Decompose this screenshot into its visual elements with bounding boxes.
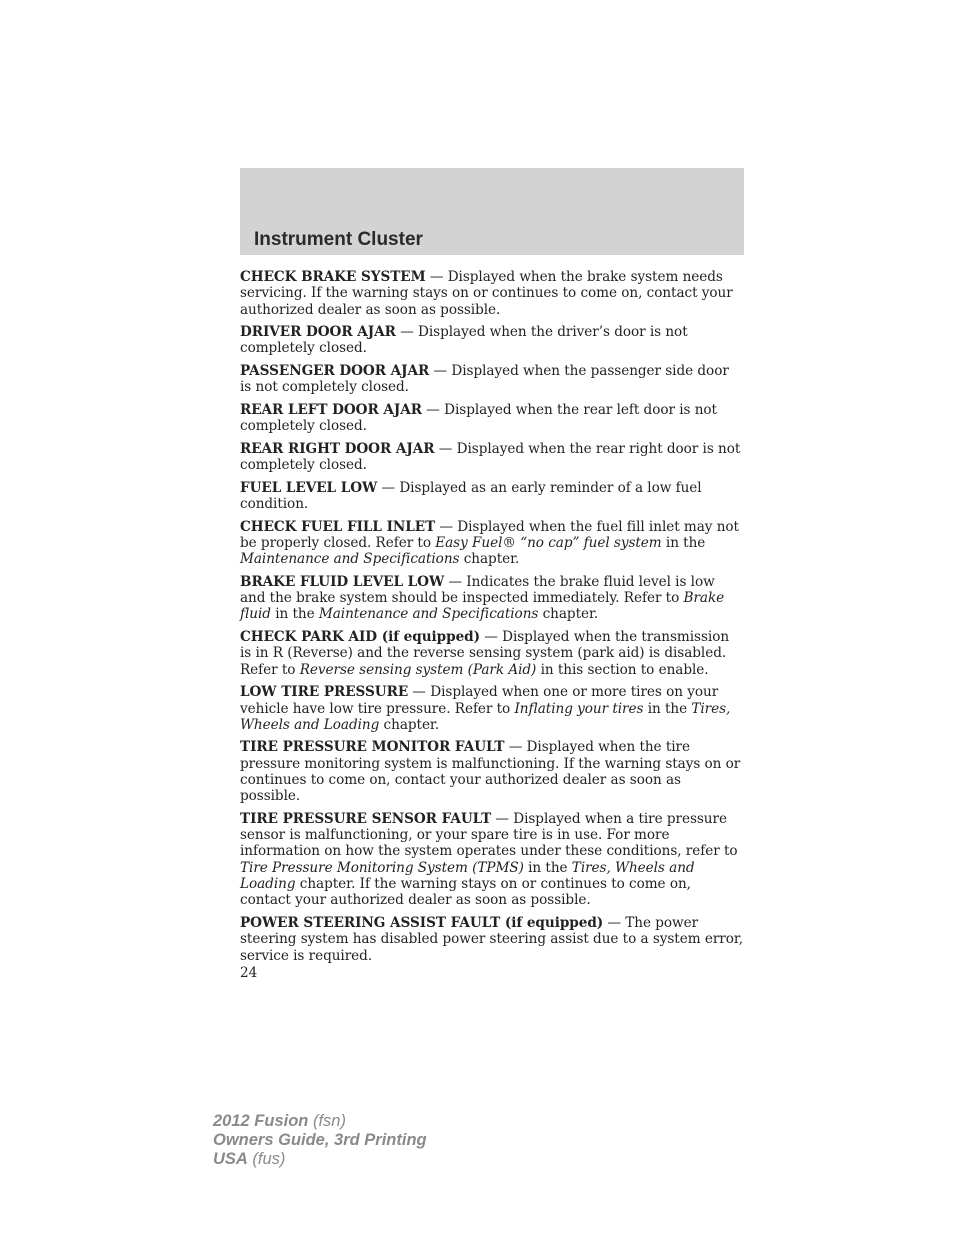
- cross-reference: Tires, Wheels and Loading: [240, 700, 731, 733]
- footer-line-model: [213, 1112, 427, 1131]
- entry-term: CHECK BRAKE SYSTEM: [240, 269, 426, 285]
- entry-description: — Displayed when the fuel fill inlet may not be properly closed. Refer to: [240, 518, 739, 551]
- entry-description: chapter.: [379, 716, 440, 733]
- entry-description: — Displayed when the rear right door is not completely closed.: [240, 440, 741, 474]
- cross-reference: Reverse sensing system (Park Aid): [299, 661, 537, 678]
- entry-term: TIRE PRESSURE MONITOR FAULT: [240, 739, 505, 756]
- footer-line-guide: [213, 1131, 427, 1150]
- entry-term: POWER STEERING ASSIST FAULT (if equipped): [240, 914, 604, 931]
- entry-term: CHECK FUEL FILL INLET: [240, 518, 436, 535]
- entry-description: in this section to enable.: [536, 661, 709, 678]
- entry-rear-left-door-ajar: [240, 402, 744, 435]
- entry-driver-door-ajar: [240, 324, 744, 357]
- entry-description: — Displayed when the driver’s door is not completely closed.: [240, 324, 688, 357]
- entry-description: — Displayed when the brake system needs servicing. If the warning stays on or continues to come on, contact your authorized dealer as soon as possible.: [240, 269, 733, 318]
- entry-term: LOW TIRE PRESSURE: [240, 684, 409, 701]
- cross-reference: Inflating your tires: [514, 700, 644, 717]
- entry-term: BRAKE FLUID LEVEL LOW: [240, 573, 445, 590]
- cross-reference: Brake fluid: [240, 590, 725, 623]
- entry-rear-right-door-ajar: [240, 441, 744, 474]
- footer-region-code: (fus): [247, 1150, 286, 1168]
- footer-region: USA: [213, 1150, 248, 1168]
- entry-term: FUEL LEVEL LOW: [240, 479, 378, 496]
- entry-description: — Displayed when the tire pressure monitoring system is malfunctioning. If the warning stays on or continues to come on, contact your authorized dealer as soon as possible.: [240, 739, 741, 805]
- entry-description: — Displayed as an early reminder of a low fuel condition.: [240, 479, 702, 513]
- entry-description: in the: [661, 534, 706, 551]
- cross-reference: Tire Pressure Monitoring System (TPMS): [240, 859, 524, 876]
- entry-description: chapter.: [459, 551, 520, 568]
- cross-reference: Maintenance and Specifications: [318, 606, 539, 623]
- entry-description: — Indicates the brake fluid level is low and the brake system should be inspected immediately. Refer to: [240, 573, 715, 607]
- entry-term: CHECK PARK AID (if equipped): [240, 629, 481, 646]
- footer-imprint: [213, 1112, 427, 1169]
- entry-power-steering-assist-fault: [240, 915, 744, 964]
- page-number: 24: [240, 965, 258, 982]
- entry-passenger-door-ajar: [240, 363, 744, 396]
- entry-term: TIRE PRESSURE SENSOR FAULT: [240, 810, 492, 827]
- entry-term: PASSENGER DOOR AJAR: [240, 363, 430, 380]
- footer-line-region: [213, 1150, 427, 1169]
- section-header-band: [240, 168, 744, 255]
- entry-description: — Displayed when the passenger side door is not completely closed.: [240, 363, 729, 396]
- entry-description: in the: [523, 859, 572, 876]
- entry-description: in the: [643, 700, 692, 717]
- entry-brake-fluid-level-low: [240, 574, 744, 623]
- footer-guide: Owners Guide, 3rd Printing: [213, 1131, 427, 1149]
- entry-description: — The power steering system has disabled power steering assist due to a system error, service is required.: [240, 914, 744, 964]
- entry-low-tire-pressure: [240, 684, 744, 733]
- entry-check-fuel-fill-inlet: [240, 519, 744, 568]
- entry-term: DRIVER DOOR AJAR: [240, 324, 396, 341]
- entry-description: chapter.: [538, 606, 599, 623]
- entry-term: REAR RIGHT DOOR AJAR: [240, 440, 435, 457]
- entry-check-brake-system: [240, 269, 744, 318]
- entry-term: REAR LEFT DOOR AJAR: [240, 401, 423, 418]
- section-title: Instrument Cluster: [254, 229, 423, 250]
- entry-check-park-aid: [240, 629, 744, 678]
- cross-reference: Easy Fuel® “no cap” fuel system: [435, 534, 662, 551]
- footer-model: 2012 Fusion: [213, 1112, 309, 1130]
- entry-description: — Displayed when a tire pressure sensor is malfunctioning, or your spare tire is in use. For more information on how the system operates under these conditions, refer to: [240, 810, 738, 860]
- page-content: [240, 269, 744, 981]
- entry-description: — Displayed when the rear left door is not completely closed.: [240, 401, 717, 435]
- cross-reference: Maintenance and Specifications: [240, 551, 460, 568]
- entry-tire-pressure-monitor-fault: [240, 739, 744, 804]
- entry-fuel-level-low: [240, 480, 744, 513]
- entry-description: chapter. If the warning stays on or continues to come on, contact your authorized dealer as soon as possible.: [240, 876, 691, 909]
- entry-description: in the: [270, 606, 319, 623]
- entry-description: — Displayed when the transmission is in R (Reverse) and the reverse sensing system (park aid) is disabled. Refer to: [240, 629, 730, 678]
- entry-description: — Displayed when one or more tires on your vehicle have low tire pressure. Refer to: [240, 684, 719, 717]
- entry-tire-pressure-sensor-fault: [240, 811, 744, 909]
- cross-reference: Tires, Wheels and Loading: [240, 859, 695, 893]
- footer-model-code: (fsn): [308, 1112, 346, 1130]
